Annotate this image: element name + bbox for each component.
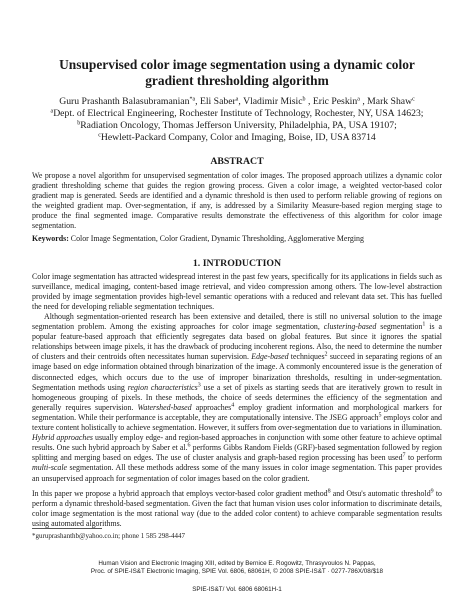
citation-ref: 5 (378, 412, 382, 419)
author-sup: *a (189, 96, 196, 103)
intro-paragraph-3 (32, 489, 442, 529)
author-sup: b (302, 96, 306, 103)
text-run: to perform a dynamic threshold-based segmentation. Given the fact that human vision uses color information to discriminate details, color image segmentation is the most rational way (due to the added color content) to achieve comparable segmentation results using automated algorithms. (32, 489, 442, 529)
abstract-heading: ABSTRACT (210, 156, 264, 167)
author-block (30, 96, 444, 144)
text-run: succeed in separating regions of an image based on edge information obtained through binarization of the image. A commonly encountered issue is the generation of disconnected edges, which occurs due to the use of improper binarization thresholds, resulting in under-segmentation. Segmentation methods using (32, 352, 443, 392)
text-run: employ gradient information and morphological markers for segmentation. While their performance is acceptable, they are computationally intensive. The JSEG approach (32, 402, 443, 422)
text-run: usually employ edge- and region-based approaches in conjunction with some other feature to achieve optimal results. One such hybrid approach by Saber et al. (32, 433, 443, 453)
italic-term: clustering-based (323, 322, 377, 332)
footnote-rule (32, 528, 102, 529)
text-run: use a set of pixels as starting seeds that are iteratively grown to result in homogeneous grouping of pixels. In these methods, the choice of seeds determines the efficiency of the segmentation and generally requires supervision. (32, 382, 442, 412)
conference-line-2: Proc. of SPIE-IS&T Electronic Imaging, SPIE Vol. 6806, 68061H, © 2008 SPIE-IS&T · 0277-786X/08/$18 (90, 568, 384, 576)
affiliation-sup: a (50, 108, 54, 115)
keywords-list: Color Image Segmentation, Color Gradient, Dynamic Thresholding, Agglomerative Merging (68, 234, 364, 243)
title-line-2: gradient thresholding algorithm (145, 73, 329, 88)
text-run: to perform (405, 453, 442, 463)
citation-ref: 7 (402, 452, 406, 459)
affiliation-a (30, 108, 444, 120)
citation-ref: 9 (430, 488, 434, 495)
affiliation-sup: c (98, 132, 101, 139)
citation-ref: 6 (187, 442, 191, 449)
affiliation-text: Dept. of Electrical Engineering, Rochester Institute of Technology, Rochester, NY, USA 14623; (53, 108, 424, 120)
author-name: , Eli Saber (195, 96, 236, 107)
text-run: and Otsu's automatic threshold (330, 489, 431, 498)
text-run: techniques (288, 352, 325, 362)
citation-ref: 3 (197, 382, 201, 389)
author-sup: c (412, 96, 415, 103)
conference-line-1: Human Vision and Electronic Imaging XIII, edited by Bernice E. Rogowitz, Thrasyvoulos N. Pappas, (98, 560, 376, 567)
title-line-1: Unsupervised color image segmentation using a dynamic color (59, 57, 415, 72)
citation-ref: 1 (422, 321, 426, 328)
citation-ref: 8 (327, 488, 331, 495)
italic-term: multi-scale (32, 463, 68, 473)
citation-ref: 2 (324, 351, 328, 358)
text-run: is a popular feature-based approach that efficiently segregates data based on global features. But since it ignores the spatial relationships between image pixels, it has the drawback of producing incoherent regions. Also, the need to determine the number of clusters and their centroids often necessitates human supervision. (32, 322, 443, 362)
footnote: *guruprashanthb@yahoo.co.in; phone 1 585 298-4447 (32, 532, 186, 540)
abstract-text: We propose a novel algorithm for unsupervised segmentation of color images. The proposed approach utilizes a dynamic color gradient thresholding scheme that guides the region growing process. Given a color image, a weighted vector-based color gradient map is generated. Seeds are identified and a dynamic threshold is then used to perform reliable growing of regions on the weighted gradient map. Over-segmentation, if any, is addressed by a Similarity Measure-based region merging stage to produce the final segmented image. Comparative results demonstrate the effectiveness of this algorithm for color image segmentation. (32, 171, 442, 231)
italic-term: Hybrid approaches (32, 433, 93, 443)
text-run: In this paper we propose a hybrid approach that employs vector-based color gradient method (32, 489, 328, 498)
author-name: , Eric Peskin (305, 96, 358, 107)
author-name: Guru Prashanth Balasubramanian (59, 96, 190, 107)
text-run: segmentation (376, 322, 423, 332)
author-list (30, 96, 444, 108)
paper-title (40, 57, 434, 89)
author-name: , Vladimir Misic (238, 96, 303, 107)
affiliation-c (30, 132, 444, 144)
citation-ref: 4 (231, 402, 235, 409)
affiliation-sup: b (77, 120, 81, 127)
italic-term: Edge-based (251, 352, 289, 362)
keywords-label: Keywords: (32, 234, 69, 243)
text-run: approaches (191, 402, 232, 412)
italic-term: Watershed-based (137, 402, 192, 412)
intro-paragraph-2 (32, 312, 442, 484)
text-run: segmentation. All these methods address some of the many issues in color image segmentation. This paper provides an unsupervised approach for segmentation of color images based on the color gradient. (32, 463, 442, 483)
author-name: , Mark Shaw (359, 96, 413, 107)
italic-term: region characteristics (127, 382, 198, 392)
affiliation-text: Radiation Oncology, Thomas Jefferson University, Philadelphia, PA, USA 19107; (80, 120, 397, 132)
conference-info (0, 560, 474, 577)
author-sup: a (235, 96, 239, 103)
affiliation-text: Hewlett-Packard Company, Color and Imaging, Boise, ID, USA 83714 (100, 132, 376, 144)
text-run: performs Gibbs Random Fields (GRF)-based segmentation followed by region splitting and merging based on edges. The use of cluster analysis and graph-based region processing has been used (32, 443, 442, 463)
keywords (32, 234, 442, 244)
author-sup: a (357, 96, 360, 103)
page-number: SPIE-IS&T/ Vol. 6806 68061H-1 (192, 586, 282, 593)
section-heading: 1. INTRODUCTION (192, 258, 282, 269)
affiliation-b (30, 120, 444, 132)
intro-paragraph-1: Color image segmentation has attracted widespread interest in the past few years, specifically for its applications in fields such as surveillance, medical imaging, content-based image retrieval, and video compression among others. The low-level abstraction provided by image segmentation provides high-level semantic operations with a reduced and relevant data set. This has fuelled the need for developing reliable segmentation techniques. (32, 272, 442, 312)
text-run: Although segmentation-oriented research has been extensive and detailed, there is still no universal solution to the image segmentation problem. Among the existing approaches for color image segmentation, (32, 312, 442, 332)
text-run: employs color and texture content holistically to achieve segmentation. However, it suffers from over-segmentation due to variations in illumination. (32, 412, 442, 433)
